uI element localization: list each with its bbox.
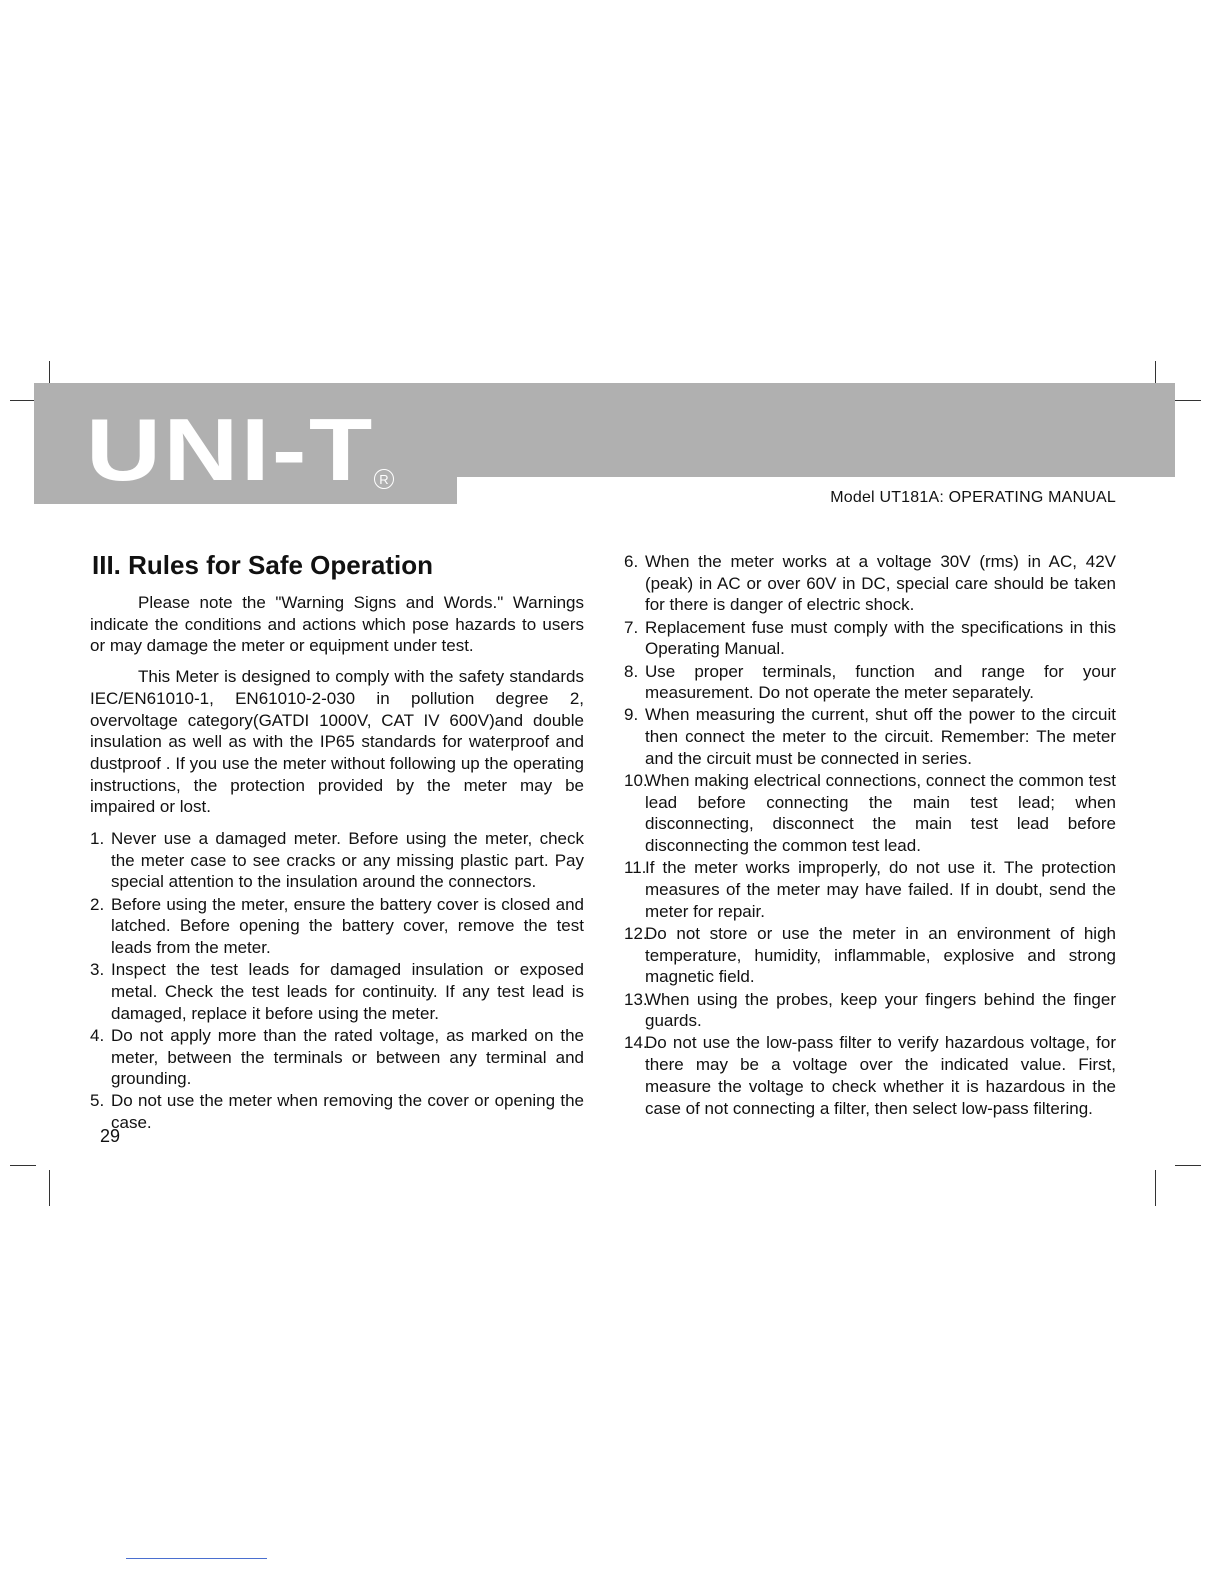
list-item <box>624 857 1116 922</box>
standards-paragraph: This Meter is designed to comply with the safety standards IEC/EN61010-1, EN61010-2-030 in pollution degree 2, overvoltage category(GATDI 1000V, CAT IV 600V)and double insulation as well as with the IP65 standards for waterproof and dustproof . If you use the meter without following up the operating instructions, the protection provided by the meter may be impaired or lost. <box>90 667 584 817</box>
rule-text: When the meter works at a voltage 30V (rms) in AC, 42V (peak) in AC or over 60V in DC, special care should be taken for there is danger of electric shock. <box>645 552 1116 615</box>
rule-text: Do not apply more than the rated voltage, as marked on the meter, between the terminals or between any terminal and grounding. <box>111 1025 584 1089</box>
rule-text: Do not store or use the meter in an environment of high temperature, humidity, inflammable, explosive and strong magnetic field. <box>645 923 1116 987</box>
rule-number: 3. <box>90 960 105 980</box>
rule-text: Never use a damaged meter. Before using the meter, check the meter case to see cracks or any missing plastic part. Pay special attention to the insulation around the connectors. <box>111 829 584 892</box>
rule-number: 13. <box>624 989 648 1009</box>
intro-paragraph: Please note the "Warning Signs and Words." Warnings indicate the conditions and actions which pose hazards to users or may damage the meter or equipment under test. <box>90 593 584 656</box>
rule-number: 8. <box>624 661 639 681</box>
rule-number: 7. <box>624 617 639 637</box>
crop-mark <box>1155 1170 1156 1206</box>
rule-text: Inspect the test leads for damaged insulation or exposed metal. Check the test leads for continuity. If any test lead is damaged, replace it before using the meter. <box>111 960 584 1023</box>
list-item <box>90 894 584 959</box>
crop-mark <box>10 400 36 401</box>
list-item <box>624 704 1116 769</box>
list-item <box>90 959 584 1024</box>
crop-mark <box>10 1165 36 1166</box>
section-title: III. Rules for Safe Operation <box>92 550 433 580</box>
rules-list-left <box>90 828 584 1134</box>
crop-mark <box>1175 1165 1201 1166</box>
rule-number: 2. <box>90 894 105 914</box>
rule-text: Replacement fuse must comply with the specifications in this Operating Manual. <box>645 617 1116 659</box>
rule-text: Use proper terminals, function and range for your measurement. Do not operate the meter separately. <box>645 661 1116 703</box>
list-item <box>624 551 1116 616</box>
registered-mark-icon: R <box>374 469 394 489</box>
list-item <box>90 1025 584 1090</box>
brand-logo: UNI-T <box>86 400 375 499</box>
rule-number: 11. <box>624 858 647 878</box>
list-item <box>90 1090 584 1133</box>
list-item <box>624 770 1116 857</box>
list-item <box>624 989 1116 1032</box>
rule-number: 5. <box>90 1091 105 1111</box>
rule-number: 9. <box>624 705 639 725</box>
rule-text: If the meter works improperly, do not use it. The protection measures of the meter may have failed. If in doubt, send the meter for repair. <box>645 858 1116 921</box>
rule-text: Before using the meter, ensure the battery cover is closed and latched. Before opening the battery cover, remove the test leads from the meter. <box>111 894 584 958</box>
rule-number: 12. <box>624 923 648 943</box>
rule-number: 14. <box>624 1033 648 1053</box>
list-item <box>624 1032 1116 1119</box>
rule-text: When measuring the current, shut off the power to the circuit then connect the meter to the circuit. Remember: The meter and the circuit must be connected in series. <box>645 705 1116 768</box>
rule-text: When using the probes, keep your fingers behind the finger guards. <box>645 989 1116 1031</box>
list-item <box>90 828 584 893</box>
list-item <box>624 661 1116 704</box>
rule-text: Do not use the meter when removing the cover or opening the case. <box>111 1091 584 1133</box>
rule-number: 10. <box>624 771 648 791</box>
manual-title: Model UT181A: OPERATING MANUAL <box>830 489 1116 506</box>
rule-text: Do not use the low-pass filter to verify hazardous voltage, for there may be a voltage over the indicated value. First, measure the voltage to check whether it is hazardous in the case of not connecting a filter, then select low-pass filtering. <box>645 1033 1116 1118</box>
crop-mark <box>1175 400 1201 401</box>
footer-link-underline <box>126 1558 267 1559</box>
rules-list-right <box>624 551 1116 1119</box>
left-column <box>90 548 584 1134</box>
page-number: 29 <box>100 1126 121 1146</box>
rule-number: 4. <box>90 1025 105 1045</box>
rule-number: 1. <box>90 829 105 849</box>
right-column <box>624 551 1116 1120</box>
list-item <box>624 617 1116 660</box>
rule-text: When making electrical connections, connect the common test lead before connecting the main test lead; when disconnecting, disconnect the main test lead before disconnecting the common test lead. <box>645 771 1116 856</box>
crop-mark <box>49 1170 50 1206</box>
rule-number: 6. <box>624 552 639 571</box>
list-item <box>624 923 1116 988</box>
